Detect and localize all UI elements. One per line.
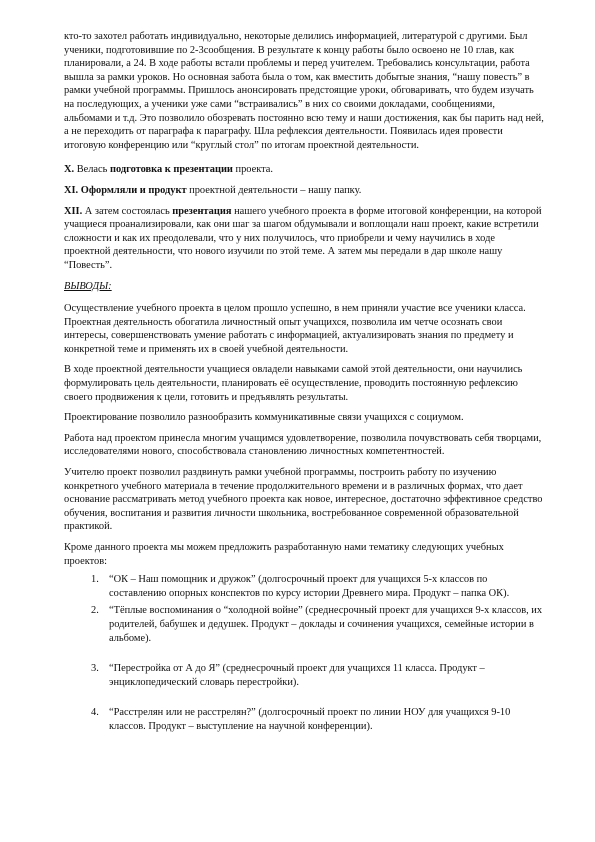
section-xi-post: проектной деятельности – нашу папку.	[186, 184, 362, 196]
document-page	[64, 30, 544, 738]
topics-list	[64, 573, 544, 733]
list-item-text: “ОК – Наш помощник и дружок” (долгосрочный проект для учащихся 5-х классов по составлению опорных конспектов по курсу истории Древнего мира. Продукт – папка ОК).	[109, 574, 510, 599]
intro-paragraph: кто-то захотел работать индивидуально, некоторые делились информацией, литературой с другими. Был ученики, подготовившие по 2-3сообщения. В результате к концу работы было освоено не 10 глав, как планировали, а 24. В ходе работы встали проблемы и перед учителем. Требовались консультации, работа вышла за рамки уроков. Но основная забота была о том, как вместить добытые знания, “нашу повесть” в рамки учебной программы. Пришлось анонсировать предстоящие уроки, обговаривать, что будем изучать на последующих, а ученики уже сами “встраивались” в них со своими докладами, сообщениями, альбомами и т.д. Это позволило обозревать постоянно всю тему и наши достижения, как бы парить над ней, а не переходить от параграфа к параграфу. Шла рефлексия деятельности. Появилась идея провести итоговую конференцию или “круглый стол” по итогам проектной деятельности.	[64, 31, 544, 151]
topics-intro: Кроме данного проекта мы можем предложить разработанную нами тематику следующих учебных проектов:	[64, 542, 504, 567]
list-item-number: 4.	[91, 707, 99, 719]
list-item-number: 3.	[91, 663, 99, 675]
list-item-number: 1.	[91, 574, 99, 586]
section-xii	[64, 205, 544, 273]
section-xi-bold: Оформляли и продукт	[78, 184, 187, 196]
list-item	[64, 573, 544, 600]
section-xi	[64, 184, 544, 198]
conclusion-paragraph: Работа над проектом принесла многим учащимся удовлетворение, позволила почувствовать себя творцами, исследователями нового, способствовала становлению личностных компетентностей.	[64, 432, 542, 458]
list-item	[64, 604, 544, 645]
list-item-text: “Расстрелян или не расстрелян?” (долгосрочный проект по линии НОУ для учащихся 9-10 классов. Продукт – выступление на научной конференции).	[109, 707, 511, 732]
section-xii-number: XII.	[64, 205, 83, 217]
conclusion-paragraph: Осуществление учебного проекта в целом прошло успешно, в нем приняли участие все ученики класса. Проектная деятельность обогатила личностный опыт учащихся, позволила им четче осознать свои интересы, совершенствовать умение работать с информацией, актуализировать знания по предмету и конкретной теме и применять их в своей учебной деятельности.	[64, 303, 526, 355]
section-x-pre: Велась	[74, 164, 110, 176]
conclusion-paragraph: В ходе проектной деятельности учащиеся овладели навыками самой этой деятельности, они научились формулировать цель деятельности, планировать её осуществление, проводить постоянную рефлексию своего продвижения к цели, готовить и предъявлять результаты.	[64, 364, 523, 403]
list-item-text: “Тёплые воспоминания о “холодной войне” (среднесрочный проект для учащихся 9-х классов, их родителей, бабушек и дедушек. Продукт – доклады и сочинения учащихся, семейные истории в альбоме).	[109, 605, 543, 644]
conclusions-heading: ВЫВОДЫ:	[64, 280, 112, 292]
list-item	[64, 706, 544, 733]
section-x-number: X.	[64, 164, 75, 176]
section-x	[64, 163, 544, 177]
list-item-number: 2.	[91, 605, 99, 617]
conclusion-paragraph: Учителю проект позволил раздвинуть рамки учебной программы, построить работу по изучению конкретного учебного материала в течение продолжительного времени и в различных формах, что дает основание рассматривать метод учебного проекта как новое, интересное, достаточно эффективное средство обучения, воспитания и развития личности школьника, востребованное современной образовательной практикой.	[64, 467, 543, 533]
section-xii-pre: А затем состоялась	[82, 205, 173, 217]
section-xii-post: нашего учебного проекта в форме итоговой конференции, на которой учащиеся проанализировали, как они шаг за шагом обдумывали и воплощали наш проект, какие встретили сложности и как их преодолевали, что у них получилось, что приобрели и чему научились в ходе проектной деятельности, что нового изучили по этой теме. А затем мы передали в дар школе нашу “Повесть”.	[64, 205, 542, 271]
list-item-text: “Перестройка от А до Я” (среднесрочный проект для учащихся 11 класса. Продукт – энциклопедический словарь перестройки).	[109, 663, 485, 688]
section-x-post: проекта.	[232, 164, 273, 176]
section-x-bold: подготовка к презентации	[110, 164, 233, 176]
list-item	[64, 662, 544, 689]
section-xii-bold: презентация	[172, 205, 232, 217]
section-xi-number: XI.	[64, 184, 79, 196]
conclusion-paragraph: Проектирование позволило разнообразить коммуникативные связи учащихся с социумом.	[64, 412, 464, 424]
